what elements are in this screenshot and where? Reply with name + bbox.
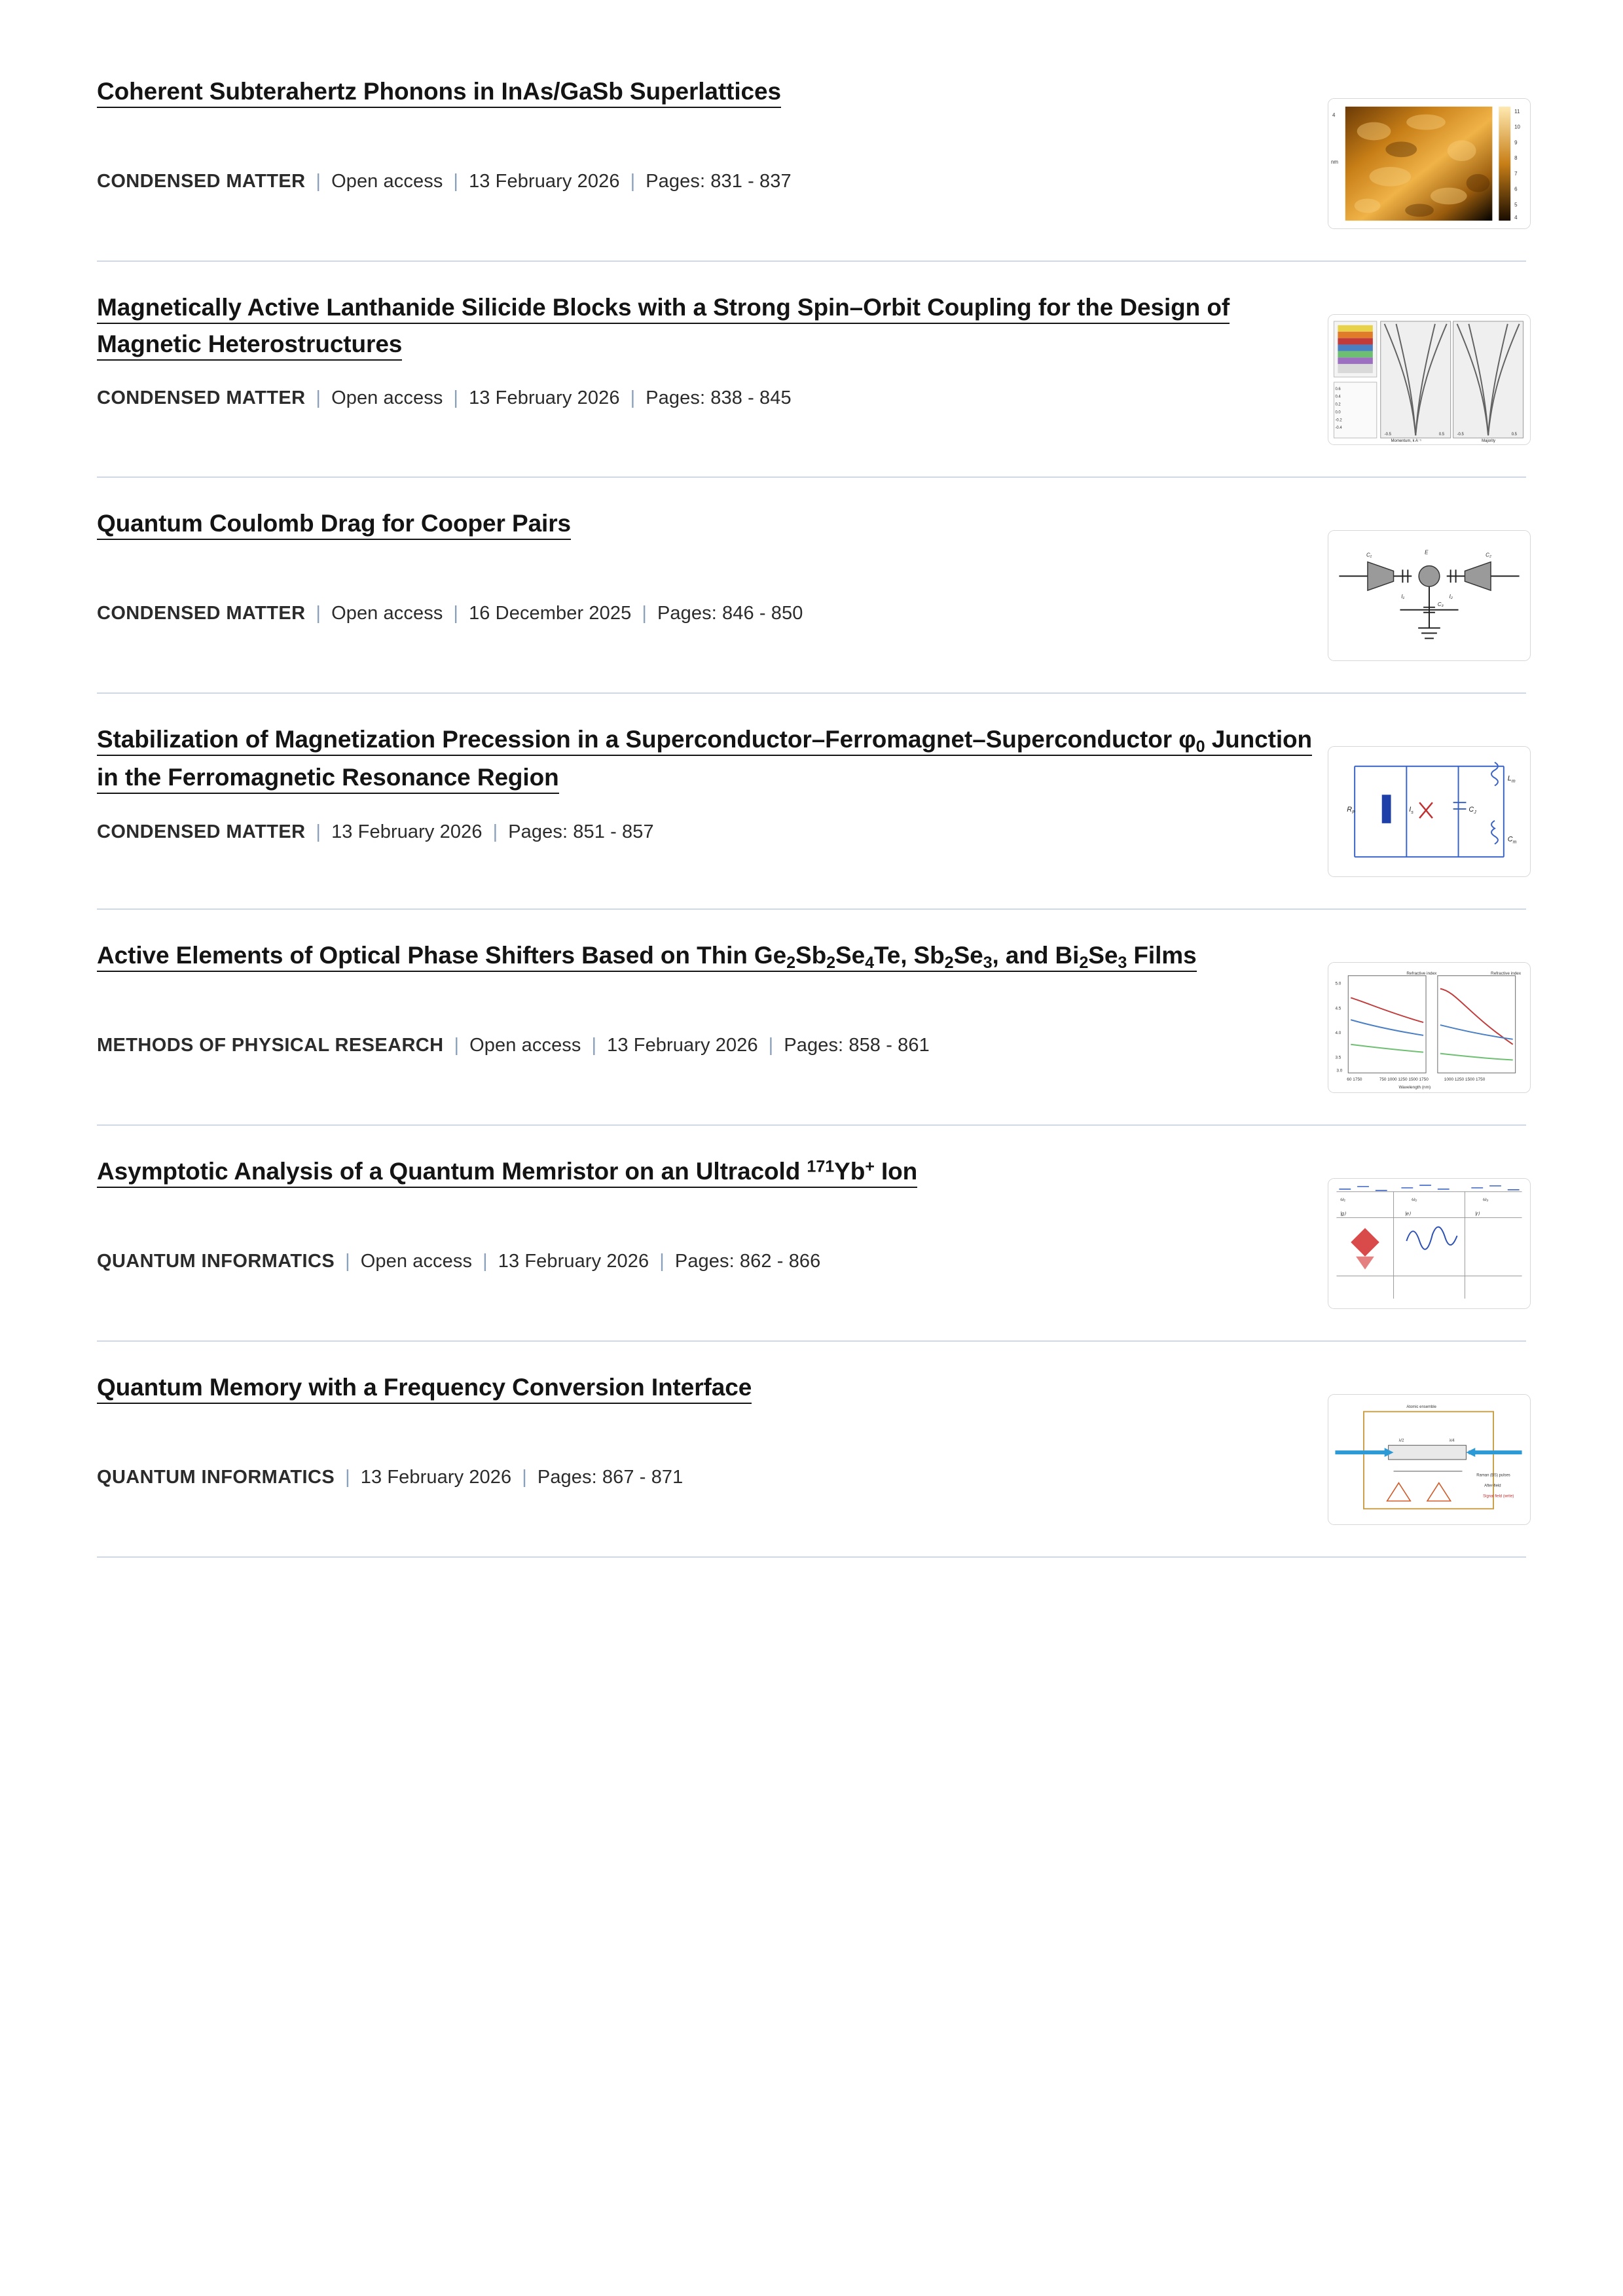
svg-text:Majority: Majority bbox=[1482, 439, 1495, 444]
svg-text:0.6: 0.6 bbox=[1335, 387, 1341, 391]
meta-separator: | bbox=[316, 387, 321, 409]
article-entry bbox=[97, 478, 1526, 694]
meta-separator: | bbox=[659, 1251, 665, 1272]
svg-text:0.0: 0.0 bbox=[1335, 410, 1341, 415]
article-title-link[interactable] bbox=[97, 289, 1328, 363]
svg-text:nm: nm bbox=[1330, 159, 1339, 165]
svg-text:λ/4: λ/4 bbox=[1449, 1439, 1455, 1443]
svg-text:I₂: I₂ bbox=[1449, 593, 1453, 600]
meta-separator: | bbox=[454, 1035, 460, 1056]
article-title-text: Quantum Memory with a Frequency Conversion Interface bbox=[97, 1374, 752, 1404]
svg-text:3.0: 3.0 bbox=[1336, 1068, 1343, 1073]
svg-text:I₁: I₁ bbox=[1401, 593, 1405, 600]
svg-text:-0.4: -0.4 bbox=[1335, 426, 1342, 431]
svg-text:ω₃: ω₃ bbox=[1483, 1197, 1489, 1202]
meta-separator: | bbox=[345, 1467, 350, 1488]
svg-text:-0.2: -0.2 bbox=[1335, 418, 1342, 423]
article-meta bbox=[97, 600, 1328, 627]
article-thumbnail-stm-surface-map[interactable] bbox=[1328, 98, 1531, 229]
svg-text:ω₁: ω₁ bbox=[1340, 1197, 1345, 1202]
meta-separator: | bbox=[492, 821, 498, 842]
article-meta bbox=[97, 1248, 1328, 1275]
page-range: Pages: 831 - 837 bbox=[646, 171, 792, 192]
article-title-link[interactable] bbox=[97, 937, 1328, 975]
meta-separator: | bbox=[453, 603, 459, 624]
svg-text:9: 9 bbox=[1514, 139, 1518, 146]
article-title-text: Stabilization of Magnetization Precession in a Superconductor–Ferromagnet–Superconductor $\varphi_0$ Junction in the Ferromagnetic Resonance Region bbox=[97, 726, 1312, 794]
svg-text:E: E bbox=[1425, 549, 1429, 556]
svg-text:4: 4 bbox=[1514, 215, 1518, 221]
meta-separator: | bbox=[345, 1251, 350, 1272]
svg-text:C₃: C₃ bbox=[1437, 601, 1444, 607]
svg-text:C₂: C₂ bbox=[1486, 552, 1491, 558]
article-text-block bbox=[97, 262, 1328, 434]
meta-separator: | bbox=[630, 171, 636, 192]
article-section-label: CONDENSED MATTER bbox=[97, 821, 306, 842]
publication-date: 13 February 2026 bbox=[360, 1467, 512, 1488]
svg-text:Wavelength (nm): Wavelength (nm) bbox=[1398, 1085, 1431, 1090]
article-title-text: Asymptotic Analysis of a Quantum Memristor on an Ultracold $^{171}$Yb+ Ion bbox=[97, 1158, 917, 1188]
publication-date: 13 February 2026 bbox=[607, 1035, 758, 1056]
meta-separator: | bbox=[591, 1035, 597, 1056]
article-meta bbox=[97, 385, 1328, 412]
svg-text:7: 7 bbox=[1514, 170, 1518, 177]
article-text-block bbox=[97, 1342, 1328, 1513]
article-title-text: Magnetically Active Lanthanide Silicide Blocks with a Strong Spin–Orbit Coupling for the Design of Magnetic Heterostructures bbox=[97, 294, 1230, 361]
meta-separator: | bbox=[642, 603, 647, 624]
publication-date: 16 December 2025 bbox=[469, 603, 632, 624]
publication-date: 13 February 2026 bbox=[498, 1251, 649, 1272]
article-section-label: QUANTUM INFORMATICS bbox=[97, 1251, 335, 1272]
article-text-block bbox=[97, 478, 1328, 649]
meta-separator: | bbox=[316, 171, 321, 192]
open-access-label: Open access bbox=[469, 1035, 581, 1056]
svg-text:Atomic ensemble: Atomic ensemble bbox=[1406, 1405, 1436, 1409]
article-title-link[interactable] bbox=[97, 1369, 1328, 1406]
svg-text:1000 1250 1500 1750: 1000 1250 1500 1750 bbox=[1444, 1077, 1486, 1083]
article-entry bbox=[97, 1342, 1526, 1558]
publication-date: 13 February 2026 bbox=[469, 171, 620, 192]
meta-separator: | bbox=[316, 821, 321, 842]
article-thumbnail-circuit-schematic[interactable] bbox=[1328, 530, 1531, 661]
article-thumbnail-band-structure-plot[interactable] bbox=[1328, 314, 1531, 445]
article-entry bbox=[97, 262, 1526, 478]
svg-text:3.5: 3.5 bbox=[1335, 1055, 1341, 1060]
page-range: Pages: 862 - 866 bbox=[674, 1251, 821, 1272]
article-text-block bbox=[97, 1126, 1328, 1297]
meta-separator: | bbox=[483, 1251, 488, 1272]
article-title-link[interactable] bbox=[97, 73, 1328, 110]
svg-text:5.0: 5.0 bbox=[1335, 981, 1341, 986]
meta-separator: | bbox=[630, 387, 636, 409]
article-meta bbox=[97, 1032, 1328, 1059]
svg-text:60 1750: 60 1750 bbox=[1347, 1077, 1362, 1083]
article-text-block bbox=[97, 910, 1328, 1081]
svg-text:-0.5: -0.5 bbox=[1384, 433, 1391, 437]
article-thumbnail-rlc-circuit-diagram[interactable] bbox=[1328, 746, 1531, 877]
meta-separator: | bbox=[453, 171, 459, 192]
article-section-label: QUANTUM INFORMATICS bbox=[97, 1467, 335, 1488]
article-list bbox=[97, 0, 1526, 1558]
article-entry bbox=[97, 1126, 1526, 1342]
svg-text:11: 11 bbox=[1514, 108, 1520, 115]
page-range: Pages: 838 - 845 bbox=[646, 387, 792, 409]
article-meta bbox=[97, 819, 1328, 846]
article-meta bbox=[97, 168, 1328, 195]
svg-text:0.2: 0.2 bbox=[1335, 403, 1341, 407]
article-entry bbox=[97, 694, 1526, 910]
svg-text:Refractive index: Refractive index bbox=[1406, 971, 1437, 976]
article-thumbnail-energy-level-waveform[interactable] bbox=[1328, 1178, 1531, 1309]
svg-text:Cm: $C_m$ bbox=[1507, 835, 1517, 845]
meta-separator: | bbox=[522, 1467, 527, 1488]
article-thumbnail-refractive-index-curves[interactable] bbox=[1328, 962, 1531, 1093]
article-section-label: METHODS OF PHYSICAL RESEARCH bbox=[97, 1035, 444, 1056]
article-thumbnail-optical-setup-diagram[interactable] bbox=[1328, 1394, 1531, 1525]
svg-text:RP: $R_P$ bbox=[1347, 806, 1355, 815]
publication-date: 13 February 2026 bbox=[469, 387, 620, 409]
meta-separator: | bbox=[768, 1035, 774, 1056]
svg-text:10: 10 bbox=[1514, 124, 1520, 130]
svg-text:Signal field (write): Signal field (write) bbox=[1483, 1494, 1514, 1499]
svg-text:C₁: C₁ bbox=[1366, 552, 1372, 558]
page-range: Pages: 867 - 871 bbox=[537, 1467, 684, 1488]
svg-text:8: 8 bbox=[1514, 155, 1518, 162]
page-range: Pages: 851 - 857 bbox=[508, 821, 654, 842]
article-text-block bbox=[97, 694, 1328, 867]
svg-text:6: 6 bbox=[1514, 186, 1518, 192]
svg-text:After-field: After-field bbox=[1484, 1484, 1501, 1488]
svg-text:0.5: 0.5 bbox=[1438, 433, 1445, 437]
svg-text:4.5: 4.5 bbox=[1335, 1006, 1341, 1011]
svg-text:-0.5: -0.5 bbox=[1457, 433, 1464, 437]
open-access-label: Open access bbox=[331, 171, 443, 192]
svg-text:|g⟩: |g⟩ bbox=[1340, 1211, 1346, 1217]
publication-date: 13 February 2026 bbox=[331, 821, 483, 842]
article-entry bbox=[97, 910, 1526, 1126]
svg-text:750 1000 1250 1500 1750: 750 1000 1250 1500 1750 bbox=[1379, 1077, 1429, 1083]
svg-text:0.4: 0.4 bbox=[1335, 395, 1341, 399]
meta-separator: | bbox=[453, 387, 459, 409]
article-title-link[interactable] bbox=[97, 1153, 1328, 1190]
article-section-label: CONDENSED MATTER bbox=[97, 387, 306, 409]
svg-text:Momentum, k A⁻¹: Momentum, k A⁻¹ bbox=[1391, 439, 1421, 444]
article-section-label: CONDENSED MATTER bbox=[97, 171, 306, 192]
svg-text:0.5: 0.5 bbox=[1511, 433, 1517, 437]
article-title-link[interactable] bbox=[97, 505, 1328, 542]
article-title-text: Active Elements of Optical Phase Shifters Based on Thin $Ge_2Sb_2Se_4Te$, $Sb_2Se_3$, and $Bi_2Se_3$ Films bbox=[97, 942, 1197, 973]
article-title-text: Quantum Coulomb Drag for Cooper Pairs bbox=[97, 510, 571, 540]
article-entry bbox=[97, 46, 1526, 262]
article-title-link[interactable] bbox=[97, 721, 1328, 797]
page-range: Pages: 846 - 850 bbox=[657, 603, 803, 624]
open-access-label: Open access bbox=[331, 387, 443, 409]
svg-text:Lm: $L_m$ bbox=[1507, 774, 1516, 784]
page-range: Pages: 858 - 861 bbox=[784, 1035, 930, 1056]
article-title-text: Coherent Subterahertz Phonons in InAs/GaSb Superlattices bbox=[97, 78, 781, 108]
svg-text:λ/2: λ/2 bbox=[1398, 1439, 1404, 1443]
article-meta bbox=[97, 1464, 1328, 1491]
svg-text:Refractive index: Refractive index bbox=[1491, 971, 1522, 976]
article-section-label: CONDENSED MATTER bbox=[97, 603, 306, 624]
svg-text:CJ: $C_J$ bbox=[1468, 806, 1476, 815]
svg-text:5: 5 bbox=[1514, 202, 1518, 208]
svg-text:4: 4 bbox=[1332, 112, 1336, 118]
open-access-label: Open access bbox=[331, 603, 443, 624]
svg-text:4.0: 4.0 bbox=[1335, 1030, 1341, 1035]
svg-text:|e⟩: |e⟩ bbox=[1405, 1211, 1411, 1217]
svg-text:|r⟩: |r⟩ bbox=[1475, 1211, 1480, 1217]
svg-text:Raman (BS) pulses: Raman (BS) pulses bbox=[1476, 1473, 1510, 1478]
open-access-label: Open access bbox=[360, 1251, 473, 1272]
meta-separator: | bbox=[316, 603, 321, 624]
svg-text:Is: $I_s$ bbox=[1409, 806, 1413, 815]
article-text-block bbox=[97, 46, 1328, 217]
svg-text:ω₂: ω₂ bbox=[1412, 1197, 1417, 1202]
